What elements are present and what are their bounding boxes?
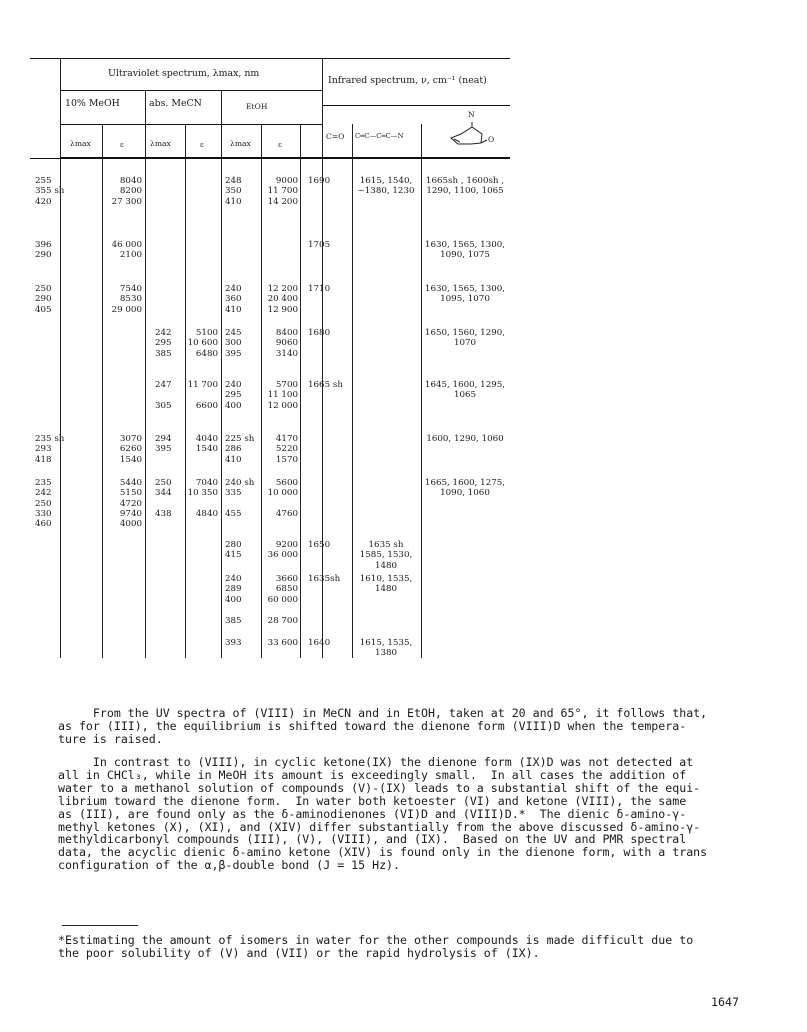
table-cell-etoh-l: 248 350 410 [225, 176, 242, 207]
col-lambda-meoh: λmax [70, 139, 91, 148]
table-cell-co: 1635sh [308, 574, 341, 584]
table-cell-etoh-l: 393 [225, 638, 242, 648]
table-cell-ring: 1665, 1600, 1275, 1090, 1060 [424, 478, 506, 499]
table-cell-co: 1690 [308, 176, 331, 186]
table-cell-meoh-l: 235 sh 293 418 [35, 434, 65, 465]
table-cell-etoh-e: 5700 11 100 12 000 [267, 380, 298, 411]
table-cell-etoh-l: 245 300 395 [225, 328, 242, 359]
solvent-etoh: EtOH [246, 102, 268, 111]
table-cell-cccn: 1610, 1535, 1480 [359, 574, 413, 595]
table-cell-etoh-e: 12 200 20 400 12 900 [267, 284, 298, 315]
paragraph-1: From the UV spectra of (VIII) in MeCN and in EtOH, taken at 20 and 65°, it follows that, as for (III), the equilibrium is shifted toward the dienone form (VIII)D when the tempera- ture is raised. [58, 706, 708, 746]
table-cell-etoh-e: 9000 11 700 14 200 [267, 176, 298, 207]
table-cell-meoh-l: 255 355 sh 420 [35, 176, 65, 207]
table-cell-ring: 1630, 1565, 1300, 1090, 1075 [424, 240, 506, 261]
table-cell-co: 1640 [308, 638, 331, 648]
pyridinone-ring-structure [435, 110, 507, 154]
col-lambda-mecn: λmax [150, 139, 171, 148]
ring-icon [435, 110, 507, 154]
paragraph-2: In contrast to (VIII), in cyclic ketone(IX) the dienone form (IX)D was not detected at all in CHCl₃, while in MeOH its amount is exceedingly small. In all cases the addition of water to a methanol solution of compounds (V)-(IX) leads to a substantial shift of the equi- librium toward the dienone form. In water both ketoester (VI) and ketone (VIII), the same as (III), are found only as the δ-aminodienones (VI)D and (VIII)D.* The dienic δ-amino-γ- methyl ketones (X), (XI), and (XIV) differ substantially from the above discussed δ-amino-γ- methyldicarbonyl compounds (III), (V), (VIII), and (IX). Based on the UV and PMR spectral data, the acyclic dienic δ-amino ketone (XIV) is found only in the dienone form, with a trans configuration of the α,β-double bond (J = 15 Hz). [58, 755, 708, 873]
table-cell-meoh-l: 250 290 405 [35, 284, 52, 315]
table-cell-etoh-e: 33 600 [267, 638, 298, 648]
table-cell-mecn-e: 5100 10 600 6480 [187, 328, 218, 359]
page-number: 1647 [711, 995, 739, 1009]
table-cell-mecn-l: 242 295 385 [155, 328, 172, 359]
table-cell-mecn-e: 4040 1540 [195, 434, 218, 455]
table-cell-ring: 1665sh , 1600sh , 1290, 1100, 1065 [425, 176, 505, 197]
table-cell-etoh-l: 240 295 400 [225, 380, 242, 411]
table-cell-etoh-l: 225 sh 286 410 [225, 434, 255, 465]
col-eps-etoh: ε [278, 140, 282, 149]
table-cell-etoh-e: 28 700 [267, 616, 298, 626]
table-cell-meoh-e: 5440 5150 4720 9740 4000 [119, 478, 142, 530]
table-cell-ring: 1645, 1600, 1295, 1065 [424, 380, 506, 401]
table-cell-cccn: 1635 sh 1585, 1530, 1480 [359, 540, 413, 571]
table-cell-meoh-e: 3070 6260 1540 [119, 434, 142, 465]
col-eps-meoh: ε [120, 140, 124, 149]
footnote-rule [62, 925, 138, 926]
table-cell-etoh-l: 385 [225, 616, 242, 626]
table-cell-mecn-e: 11 700 6600 [187, 380, 218, 411]
spectra-table [30, 58, 510, 658]
table-cell-etoh-l: 240 sh 335 455 [225, 478, 255, 519]
col-co: C=O [326, 132, 345, 141]
table-cell-mecn-l: 250 344 438 [155, 478, 172, 519]
col-cccn: C═C—C═C—N [355, 132, 404, 140]
table-cell-mecn-l: 294 395 [155, 434, 172, 455]
table-cell-mecn-l: 247 305 [155, 380, 172, 411]
uv-header: Ultraviolet spectrum, λmax, nm [108, 68, 260, 79]
col-eps-mecn: ε [200, 140, 204, 149]
table-cell-etoh-e: 4170 5220 1570 [275, 434, 298, 465]
table-cell-meoh-e: 46 000 2100 [111, 240, 142, 261]
table-cell-ring: 1600, 1290, 1060 [426, 434, 504, 444]
table-cell-etoh-l: 240 289 400 [225, 574, 242, 605]
table-cell-meoh-e: 8040 8200 27 300 [111, 176, 142, 207]
col-lambda-etoh: λmax [230, 139, 251, 148]
table-cell-etoh-l: 240 360 410 [225, 284, 242, 315]
table-cell-meoh-l: 235 242 250 330 460 [35, 478, 52, 530]
table-cell-cccn: 1615, 1540, ~1380, 1230 [357, 176, 415, 197]
table-cell-ring: 1650, 1560, 1290, 1070 [424, 328, 506, 349]
table-cell-co: 1680 [308, 328, 331, 338]
table-cell-co: 1650 [308, 540, 331, 550]
table-cell-meoh-e: 7540 8530 29 000 [111, 284, 142, 315]
ring-n-label: N [468, 110, 475, 119]
solvent-mecn: abs. MeCN [149, 98, 202, 109]
table-cell-etoh-e: 8400 9060 3140 [275, 328, 298, 359]
footnote: *Estimating the amount of isomers in water for the other compounds is made difficult due to the poor solubility of (V) and (VII) or the rapid hydrolysis of (IX). [58, 933, 694, 960]
table-cell-etoh-l: 280 415 [225, 540, 242, 561]
table-cell-etoh-e: 5600 10 000 4760 [267, 478, 298, 519]
ring-o-label: O [488, 135, 495, 144]
solvent-meoh: 10% MeOH [65, 98, 120, 109]
table-cell-etoh-e: 9200 36 000 [267, 540, 298, 561]
table-cell-mecn-e: 7040 10 350 4840 [187, 478, 218, 519]
table-cell-co: 1710 [308, 284, 331, 294]
table-cell-meoh-l: 396 290 [35, 240, 52, 261]
table-cell-co: 1665 sh [308, 380, 343, 390]
ir-header: Infrared spectrum, ν, cm⁻¹ (neat) [328, 75, 487, 86]
table-cell-ring: 1630, 1565, 1300, 1095, 1070 [424, 284, 506, 305]
table-cell-cccn: 1615, 1535, 1380 [359, 638, 413, 659]
table-cell-etoh-e: 3660 6850 60 000 [267, 574, 298, 605]
table-cell-co: 1705 [308, 240, 331, 250]
